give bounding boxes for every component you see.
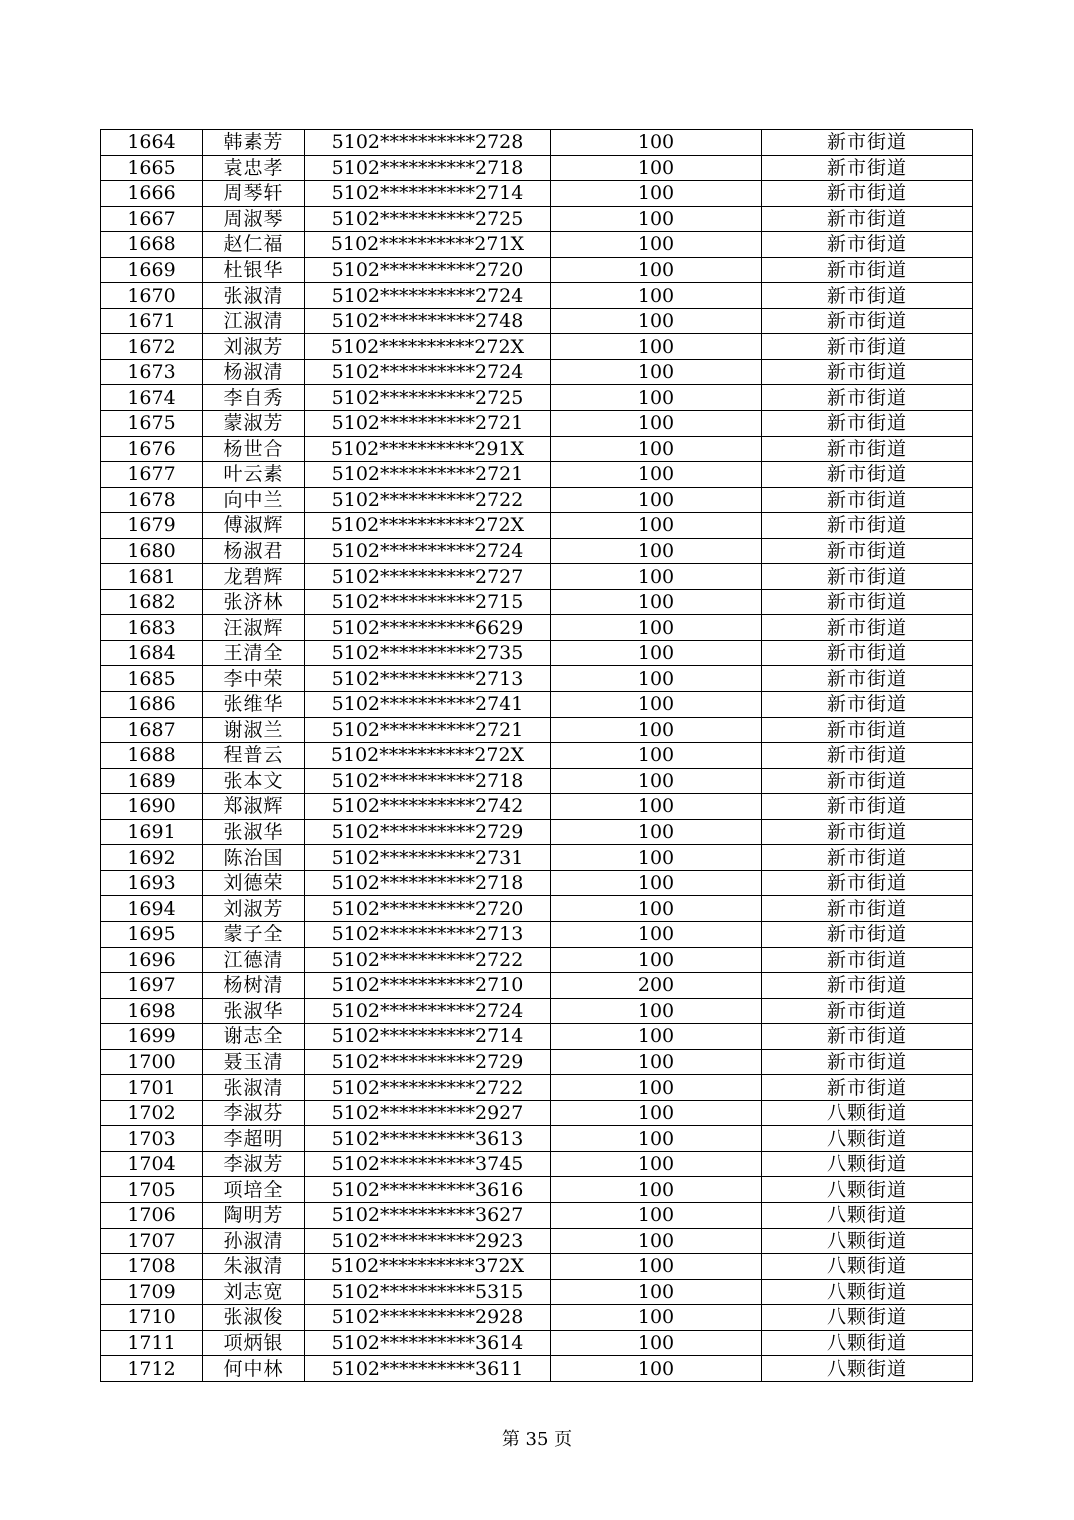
name-cell: 龙碧辉 <box>203 564 305 590</box>
street-cell: 新市街道 <box>762 640 973 666</box>
name-cell: 赵仁福 <box>203 232 305 258</box>
amount-cell: 100 <box>551 487 762 513</box>
id-number-cell: 5102**********291X <box>305 436 551 462</box>
street-cell: 新市街道 <box>762 411 973 437</box>
street-cell: 八颗街道 <box>762 1254 973 1280</box>
table-row <box>101 717 973 743</box>
street-cell: 新市街道 <box>762 513 973 539</box>
amount-cell: 100 <box>551 589 762 615</box>
table-row <box>101 1075 973 1101</box>
serial-number-cell: 1672 <box>101 334 203 360</box>
serial-number-cell: 1702 <box>101 1100 203 1126</box>
name-cell: 张淑俊 <box>203 1305 305 1331</box>
serial-number-cell: 1684 <box>101 640 203 666</box>
name-cell: 汪淑辉 <box>203 615 305 641</box>
name-cell: 项培全 <box>203 1177 305 1203</box>
serial-number-cell: 1706 <box>101 1202 203 1228</box>
table-row <box>101 615 973 641</box>
id-number-cell: 5102**********3627 <box>305 1202 551 1228</box>
amount-cell: 100 <box>551 155 762 181</box>
street-cell: 八颗街道 <box>762 1126 973 1152</box>
name-cell: 王清全 <box>203 640 305 666</box>
street-cell: 新市街道 <box>762 359 973 385</box>
street-cell: 新市街道 <box>762 283 973 309</box>
table-row <box>101 1100 973 1126</box>
street-cell: 新市街道 <box>762 589 973 615</box>
id-number-cell: 5102**********2722 <box>305 947 551 973</box>
id-number-cell: 5102**********272X <box>305 743 551 769</box>
amount-cell: 100 <box>551 1330 762 1356</box>
amount-cell: 100 <box>551 1049 762 1075</box>
serial-number-cell: 1712 <box>101 1356 203 1382</box>
name-cell: 蒙淑芳 <box>203 411 305 437</box>
amount-cell: 100 <box>551 692 762 718</box>
id-number-cell: 5102**********2724 <box>305 283 551 309</box>
id-number-cell: 5102**********2720 <box>305 896 551 922</box>
serial-number-cell: 1709 <box>101 1279 203 1305</box>
name-cell: 刘志宽 <box>203 1279 305 1305</box>
table-row <box>101 794 973 820</box>
name-cell: 杨淑君 <box>203 538 305 564</box>
name-cell: 李淑芳 <box>203 1151 305 1177</box>
table-row <box>101 743 973 769</box>
table-row <box>101 1356 973 1382</box>
id-number-cell: 5102**********2713 <box>305 666 551 692</box>
name-cell: 孙淑清 <box>203 1228 305 1254</box>
table-row <box>101 436 973 462</box>
name-cell: 李中荣 <box>203 666 305 692</box>
name-cell: 杨淑清 <box>203 359 305 385</box>
table-row <box>101 973 973 999</box>
amount-cell: 100 <box>551 411 762 437</box>
serial-number-cell: 1704 <box>101 1151 203 1177</box>
table-row <box>101 334 973 360</box>
street-cell: 新市街道 <box>762 947 973 973</box>
serial-number-cell: 1703 <box>101 1126 203 1152</box>
street-cell: 新市街道 <box>762 206 973 232</box>
serial-number-cell: 1664 <box>101 130 203 156</box>
serial-number-cell: 1666 <box>101 181 203 207</box>
table-row <box>101 1126 973 1152</box>
serial-number-cell: 1693 <box>101 870 203 896</box>
street-cell: 新市街道 <box>762 1075 973 1101</box>
amount-cell: 100 <box>551 717 762 743</box>
amount-cell: 100 <box>551 385 762 411</box>
serial-number-cell: 1688 <box>101 743 203 769</box>
id-number-cell: 5102**********272X <box>305 513 551 539</box>
amount-cell: 100 <box>551 615 762 641</box>
street-cell: 新市街道 <box>762 436 973 462</box>
amount-cell: 100 <box>551 1126 762 1152</box>
serial-number-cell: 1689 <box>101 768 203 794</box>
serial-number-cell: 1705 <box>101 1177 203 1203</box>
id-number-cell: 5102**********2724 <box>305 998 551 1024</box>
amount-cell: 100 <box>551 870 762 896</box>
amount-cell: 100 <box>551 819 762 845</box>
name-cell: 张淑清 <box>203 283 305 309</box>
amount-cell: 100 <box>551 743 762 769</box>
name-cell: 谢志全 <box>203 1024 305 1050</box>
amount-cell: 100 <box>551 794 762 820</box>
id-number-cell: 5102**********3745 <box>305 1151 551 1177</box>
amount-cell: 100 <box>551 1356 762 1382</box>
id-number-cell: 5102**********2928 <box>305 1305 551 1331</box>
amount-cell: 100 <box>551 896 762 922</box>
table-row <box>101 1279 973 1305</box>
serial-number-cell: 1708 <box>101 1254 203 1280</box>
street-cell: 新市街道 <box>762 768 973 794</box>
id-number-cell: 5102**********2727 <box>305 564 551 590</box>
street-cell: 新市街道 <box>762 334 973 360</box>
amount-cell: 100 <box>551 768 762 794</box>
id-number-cell: 5102**********271X <box>305 232 551 258</box>
name-cell: 刘淑芳 <box>203 334 305 360</box>
serial-number-cell: 1667 <box>101 206 203 232</box>
amount-cell: 100 <box>551 564 762 590</box>
serial-number-cell: 1670 <box>101 283 203 309</box>
id-number-cell: 5102**********2728 <box>305 130 551 156</box>
street-cell: 新市街道 <box>762 462 973 488</box>
table-row <box>101 692 973 718</box>
id-number-cell: 5102**********2714 <box>305 181 551 207</box>
serial-number-cell: 1711 <box>101 1330 203 1356</box>
id-number-cell: 5102**********2729 <box>305 1049 551 1075</box>
table-row <box>101 411 973 437</box>
id-number-cell: 5102**********2722 <box>305 487 551 513</box>
street-cell: 新市街道 <box>762 308 973 334</box>
amount-cell: 200 <box>551 973 762 999</box>
serial-number-cell: 1701 <box>101 1075 203 1101</box>
id-number-cell: 5102**********2742 <box>305 794 551 820</box>
table-row <box>101 1305 973 1331</box>
name-cell: 张淑华 <box>203 998 305 1024</box>
street-cell: 八颗街道 <box>762 1305 973 1331</box>
amount-cell: 100 <box>551 462 762 488</box>
serial-number-cell: 1674 <box>101 385 203 411</box>
street-cell: 新市街道 <box>762 564 973 590</box>
amount-cell: 100 <box>551 1075 762 1101</box>
name-cell: 李超明 <box>203 1126 305 1152</box>
amount-cell: 100 <box>551 283 762 309</box>
id-number-cell: 5102**********372X <box>305 1254 551 1280</box>
table-row <box>101 666 973 692</box>
amount-cell: 100 <box>551 666 762 692</box>
id-number-cell: 5102**********2718 <box>305 768 551 794</box>
id-number-cell: 5102**********2713 <box>305 921 551 947</box>
amount-cell: 100 <box>551 334 762 360</box>
table-row <box>101 513 973 539</box>
table-row <box>101 768 973 794</box>
id-number-cell: 5102**********3616 <box>305 1177 551 1203</box>
id-number-cell: 5102**********3611 <box>305 1356 551 1382</box>
name-cell: 张淑华 <box>203 819 305 845</box>
amount-cell: 100 <box>551 1228 762 1254</box>
name-cell: 刘德荣 <box>203 870 305 896</box>
amount-cell: 100 <box>551 1305 762 1331</box>
name-cell: 叶云素 <box>203 462 305 488</box>
amount-cell: 100 <box>551 181 762 207</box>
id-number-cell: 5102**********2721 <box>305 717 551 743</box>
serial-number-cell: 1675 <box>101 411 203 437</box>
id-number-cell: 5102**********2724 <box>305 359 551 385</box>
serial-number-cell: 1697 <box>101 973 203 999</box>
table-row <box>101 206 973 232</box>
table-row <box>101 130 973 156</box>
serial-number-cell: 1681 <box>101 564 203 590</box>
name-cell: 陈治国 <box>203 845 305 871</box>
table-row <box>101 1254 973 1280</box>
table-row <box>101 1202 973 1228</box>
name-cell: 谢淑兰 <box>203 717 305 743</box>
street-cell: 八颗街道 <box>762 1151 973 1177</box>
street-cell: 新市街道 <box>762 130 973 156</box>
id-number-cell: 5102**********2741 <box>305 692 551 718</box>
name-cell: 张维华 <box>203 692 305 718</box>
id-number-cell: 5102**********2718 <box>305 870 551 896</box>
serial-number-cell: 1691 <box>101 819 203 845</box>
street-cell: 新市街道 <box>762 819 973 845</box>
name-cell: 张本文 <box>203 768 305 794</box>
table-row <box>101 232 973 258</box>
table-row <box>101 564 973 590</box>
name-cell: 周琴轩 <box>203 181 305 207</box>
serial-number-cell: 1707 <box>101 1228 203 1254</box>
amount-cell: 100 <box>551 436 762 462</box>
id-number-cell: 5102**********2725 <box>305 385 551 411</box>
id-number-cell: 5102**********3613 <box>305 1126 551 1152</box>
table-row <box>101 359 973 385</box>
serial-number-cell: 1671 <box>101 308 203 334</box>
street-cell: 新市街道 <box>762 998 973 1024</box>
table-row <box>101 385 973 411</box>
amount-cell: 100 <box>551 845 762 871</box>
name-cell: 杜银华 <box>203 257 305 283</box>
street-cell: 新市街道 <box>762 615 973 641</box>
id-number-cell: 5102**********272X <box>305 334 551 360</box>
table-row <box>101 870 973 896</box>
serial-number-cell: 1700 <box>101 1049 203 1075</box>
id-number-cell: 5102**********2714 <box>305 1024 551 1050</box>
roster-table <box>100 129 973 1382</box>
street-cell: 新市街道 <box>762 181 973 207</box>
name-cell: 周淑琴 <box>203 206 305 232</box>
serial-number-cell: 1695 <box>101 921 203 947</box>
serial-number-cell: 1683 <box>101 615 203 641</box>
id-number-cell: 5102**********2710 <box>305 973 551 999</box>
serial-number-cell: 1690 <box>101 794 203 820</box>
amount-cell: 100 <box>551 1279 762 1305</box>
name-cell: 江淑清 <box>203 308 305 334</box>
street-cell: 新市街道 <box>762 794 973 820</box>
table-row <box>101 462 973 488</box>
amount-cell: 100 <box>551 206 762 232</box>
amount-cell: 100 <box>551 1177 762 1203</box>
table-row <box>101 589 973 615</box>
serial-number-cell: 1676 <box>101 436 203 462</box>
street-cell: 新市街道 <box>762 1049 973 1075</box>
id-number-cell: 5102**********2927 <box>305 1100 551 1126</box>
table-row <box>101 1177 973 1203</box>
amount-cell: 100 <box>551 1202 762 1228</box>
table-row <box>101 487 973 513</box>
amount-cell: 100 <box>551 1151 762 1177</box>
amount-cell: 100 <box>551 1254 762 1280</box>
amount-cell: 100 <box>551 130 762 156</box>
name-cell: 傅淑辉 <box>203 513 305 539</box>
street-cell: 八颗街道 <box>762 1177 973 1203</box>
street-cell: 八颗街道 <box>762 1228 973 1254</box>
table-row <box>101 947 973 973</box>
street-cell: 新市街道 <box>762 717 973 743</box>
table-row <box>101 308 973 334</box>
street-cell: 新市街道 <box>762 666 973 692</box>
street-cell: 八颗街道 <box>762 1279 973 1305</box>
serial-number-cell: 1680 <box>101 538 203 564</box>
id-number-cell: 5102**********3614 <box>305 1330 551 1356</box>
serial-number-cell: 1673 <box>101 359 203 385</box>
name-cell: 朱淑清 <box>203 1254 305 1280</box>
table-row <box>101 1024 973 1050</box>
table-row <box>101 181 973 207</box>
amount-cell: 100 <box>551 1100 762 1126</box>
street-cell: 新市街道 <box>762 257 973 283</box>
table-row <box>101 1330 973 1356</box>
name-cell: 向中兰 <box>203 487 305 513</box>
street-cell: 新市街道 <box>762 155 973 181</box>
street-cell: 新市街道 <box>762 743 973 769</box>
table-row <box>101 257 973 283</box>
serial-number-cell: 1699 <box>101 1024 203 1050</box>
serial-number-cell: 1665 <box>101 155 203 181</box>
street-cell: 八颗街道 <box>762 1202 973 1228</box>
name-cell: 刘淑芳 <box>203 896 305 922</box>
serial-number-cell: 1669 <box>101 257 203 283</box>
name-cell: 聂玉清 <box>203 1049 305 1075</box>
street-cell: 新市街道 <box>762 921 973 947</box>
name-cell: 杨树清 <box>203 973 305 999</box>
amount-cell: 100 <box>551 640 762 666</box>
street-cell: 新市街道 <box>762 870 973 896</box>
name-cell: 蒙子全 <box>203 921 305 947</box>
amount-cell: 100 <box>551 998 762 1024</box>
amount-cell: 100 <box>551 308 762 334</box>
table-row <box>101 998 973 1024</box>
street-cell: 新市街道 <box>762 973 973 999</box>
serial-number-cell: 1677 <box>101 462 203 488</box>
table-row <box>101 640 973 666</box>
street-cell: 八颗街道 <box>762 1330 973 1356</box>
table-row <box>101 1228 973 1254</box>
street-cell: 新市街道 <box>762 692 973 718</box>
roster-table-body <box>101 130 973 1382</box>
serial-number-cell: 1698 <box>101 998 203 1024</box>
id-number-cell: 5102**********2731 <box>305 845 551 871</box>
table-row <box>101 921 973 947</box>
name-cell: 李淑芬 <box>203 1100 305 1126</box>
id-number-cell: 5102**********2720 <box>305 257 551 283</box>
amount-cell: 100 <box>551 947 762 973</box>
street-cell: 新市街道 <box>762 232 973 258</box>
id-number-cell: 5102**********2729 <box>305 819 551 845</box>
amount-cell: 100 <box>551 513 762 539</box>
id-number-cell: 5102**********2715 <box>305 589 551 615</box>
serial-number-cell: 1696 <box>101 947 203 973</box>
id-number-cell: 5102**********5315 <box>305 1279 551 1305</box>
name-cell: 郑淑辉 <box>203 794 305 820</box>
id-number-cell: 5102**********2923 <box>305 1228 551 1254</box>
name-cell: 张济林 <box>203 589 305 615</box>
id-number-cell: 5102**********2721 <box>305 462 551 488</box>
serial-number-cell: 1678 <box>101 487 203 513</box>
name-cell: 韩素芳 <box>203 130 305 156</box>
table-row <box>101 1151 973 1177</box>
table-row <box>101 819 973 845</box>
street-cell: 八颗街道 <box>762 1356 973 1382</box>
name-cell: 李自秀 <box>203 385 305 411</box>
serial-number-cell: 1694 <box>101 896 203 922</box>
table-row <box>101 845 973 871</box>
id-number-cell: 5102**********2721 <box>305 411 551 437</box>
street-cell: 新市街道 <box>762 845 973 871</box>
id-number-cell: 5102**********2724 <box>305 538 551 564</box>
street-cell: 新市街道 <box>762 1024 973 1050</box>
name-cell: 杨世合 <box>203 436 305 462</box>
table-row <box>101 155 973 181</box>
street-cell: 新市街道 <box>762 896 973 922</box>
id-number-cell: 5102**********2718 <box>305 155 551 181</box>
id-number-cell: 5102**********2735 <box>305 640 551 666</box>
serial-number-cell: 1710 <box>101 1305 203 1331</box>
id-number-cell: 5102**********2722 <box>305 1075 551 1101</box>
serial-number-cell: 1687 <box>101 717 203 743</box>
amount-cell: 100 <box>551 921 762 947</box>
name-cell: 袁忠孝 <box>203 155 305 181</box>
serial-number-cell: 1682 <box>101 589 203 615</box>
street-cell: 新市街道 <box>762 385 973 411</box>
name-cell: 程普云 <box>203 743 305 769</box>
page-number: 第 35 页 <box>501 1429 573 1450</box>
serial-number-cell: 1685 <box>101 666 203 692</box>
name-cell: 项炳银 <box>203 1330 305 1356</box>
amount-cell: 100 <box>551 232 762 258</box>
id-number-cell: 5102**********2748 <box>305 308 551 334</box>
table-row <box>101 283 973 309</box>
serial-number-cell: 1686 <box>101 692 203 718</box>
table-row <box>101 538 973 564</box>
serial-number-cell: 1692 <box>101 845 203 871</box>
name-cell: 江德清 <box>203 947 305 973</box>
id-number-cell: 5102**********6629 <box>305 615 551 641</box>
street-cell: 新市街道 <box>762 487 973 513</box>
amount-cell: 100 <box>551 359 762 385</box>
amount-cell: 100 <box>551 1024 762 1050</box>
id-number-cell: 5102**********2725 <box>305 206 551 232</box>
table-row <box>101 1049 973 1075</box>
table-row <box>101 896 973 922</box>
street-cell: 新市街道 <box>762 538 973 564</box>
name-cell: 陶明芳 <box>203 1202 305 1228</box>
street-cell: 八颗街道 <box>762 1100 973 1126</box>
serial-number-cell: 1679 <box>101 513 203 539</box>
amount-cell: 100 <box>551 257 762 283</box>
serial-number-cell: 1668 <box>101 232 203 258</box>
amount-cell: 100 <box>551 538 762 564</box>
name-cell: 何中林 <box>203 1356 305 1382</box>
name-cell: 张淑清 <box>203 1075 305 1101</box>
